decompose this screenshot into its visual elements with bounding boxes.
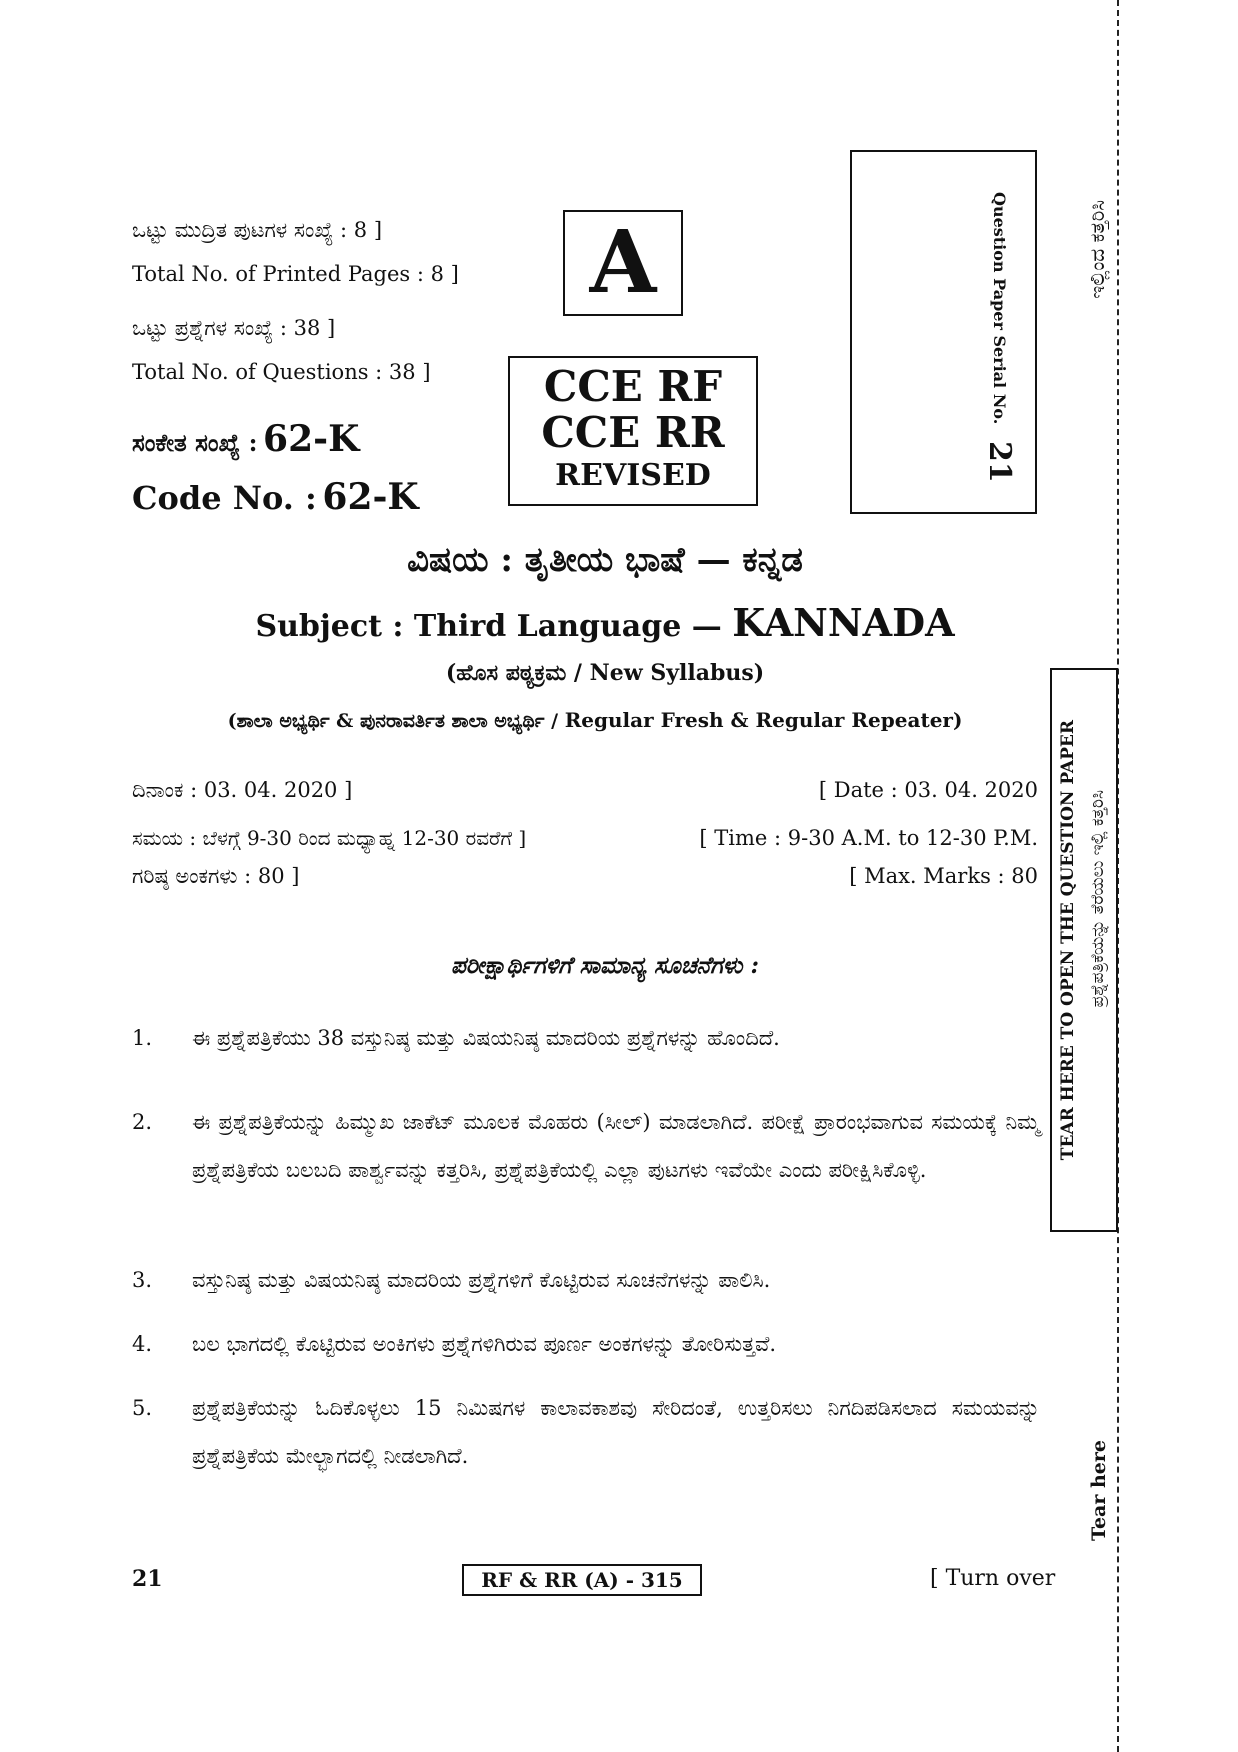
instruction-item	[132, 1320, 1040, 1368]
serial-box	[850, 150, 1037, 514]
total-questions-kn: ಒಟ್ಟು ಪ್ರಶ್ನೆಗಳ ಸಂಖ್ಯೆ : 38 ]	[132, 316, 336, 340]
code-kn	[132, 418, 359, 460]
marks-en: [ Max. Marks : 80	[849, 864, 1038, 888]
subject-en-main: KANNADA	[732, 600, 955, 645]
syllabus-en: New Syllabus)	[589, 660, 765, 686]
footer-page-number: 21	[132, 1566, 163, 1592]
date-kn: ದಿನಾಂಕ : 03. 04. 2020 ]	[132, 778, 353, 802]
tear-kn-top: ಇಲ್ಲಿಂದ ಕತ್ತರಿಸಿ	[1085, 200, 1109, 299]
tear-en-label: TEAR HERE TO OPEN THE QUESTION PAPER	[1058, 720, 1078, 1161]
serial-text	[982, 192, 1017, 483]
code-kn-value: 62-K	[263, 418, 360, 460]
scheme-line2: CCE RR	[541, 408, 725, 457]
candidates-en: Regular Fresh & Regular Repeater)	[564, 708, 963, 732]
code-en-label: Code No. :	[132, 479, 317, 517]
instruction-text: ಈ ಪ್ರಶ್ನೆಪತ್ರಿಕೆಯನ್ನು ಹಿಮ್ಮುಖ ಜಾಕೆಟ್ ಮೂಲಕ ಮೊಹರು (ಸೀಲ್) ಮಾಡಲಾಗಿದೆ. ಪರೀಕ್ಷೆ ಪ್ರಾರಂಭವಾಗುವ ಸಮಯಕ್ಕೆ ನಿಮ್ಮ ಪ್ರಶ್ನೆಪತ್ರಿಕೆಯ ಬಲಬದಿ ಪಾರ್ಶ್ವವನ್ನು ಕತ್ತರಿಸಿ, ಪ್ರಶ್ನೆಪತ್ರಿಕೆಯಲ್ಲಿ ಎಲ್ಲಾ ಪುಟಗಳು ಇವೆಯೇ ಎಂದು ಪರೀಕ್ಷಿಸಿಕೊಳ್ಳಿ.	[192, 1110, 1040, 1182]
footer-paper-code: RF & RR (A) - 315	[462, 1564, 702, 1596]
marks-kn: ಗರಿಷ್ಠ ಅಂಕಗಳು : 80 ]	[132, 864, 300, 888]
time-kn: ಸಮಯ : ಬೆಳಗ್ಗೆ 9-30 ರಿಂದ ಮಧ್ಯಾಹ್ನ 12-30 ರವರೆಗೆ ]	[132, 826, 527, 850]
instruction-num: 4.	[132, 1332, 153, 1356]
subject-en	[160, 600, 1050, 645]
candidates-line	[145, 708, 1045, 732]
instruction-num: 1.	[132, 1026, 153, 1050]
time-en: [ Time : 9-30 A.M. to 12-30 P.M.	[699, 826, 1038, 850]
code-en	[132, 476, 419, 518]
version-letter: A	[589, 212, 657, 313]
instruction-item	[132, 1014, 1040, 1062]
printed-pages-kn: ಒಟ್ಟು ಮುದ್ರಿತ ಪುಟಗಳ ಸಂಖ್ಯೆ : 8 ]	[132, 218, 383, 242]
scheme-line3: REVISED	[555, 458, 711, 493]
scheme-line1: CCE RF	[543, 362, 723, 411]
tear-here-label: Tear here	[1088, 1440, 1110, 1541]
instruction-text: ಬಲ ಭಾಗದಲ್ಲಿ ಕೊಟ್ಟಿರುವ ಅಂಕಿಗಳು ಪ್ರಶ್ನೆಗಳಿಗಿರುವ ಪೂರ್ಣ ಅಂಕಗಳನ್ನು ತೋರಿಸುತ್ತವೆ.	[192, 1332, 777, 1356]
instruction-num: 2.	[132, 1110, 153, 1134]
tear-kn-label: ಪ್ರಶ್ನೆಪತ್ರಿಕೆಯನ್ನು ತೆರೆಯಲು ಇಲ್ಲಿ ಕತ್ತರಿಸಿ	[1088, 790, 1108, 1008]
instruction-text: ಪ್ರಶ್ನೆಪತ್ರಿಕೆಯನ್ನು ಓದಿಕೊಳ್ಳಲು 15 ನಿಮಿಷಗಳ ಕಾಲಾವಕಾಶವು ಸೇರಿದಂತೆ, ಉತ್ತರಿಸಲು ನಿಗದಿಪಡಿಸಲಾದ ಸಮಯವನ್ನು ಪ್ರಶ್ನೆಪತ್ರಿಕೆಯ ಮೇಲ್ಭಾಗದಲ್ಲಿ ನೀಡಲಾಗಿದೆ.	[192, 1396, 1040, 1468]
tear-box	[1050, 668, 1118, 1232]
instruction-text: ವಸ್ತುನಿಷ್ಠ ಮತ್ತು ವಿಷಯನಿಷ್ಠ ಮಾದರಿಯ ಪ್ರಶ್ನೆಗಳಿಗೆ ಕೊಟ್ಟಿರುವ ಸೂಚನೆಗಳನ್ನು ಪಾಲಿಸಿ.	[192, 1268, 771, 1292]
printed-pages-en: Total No. of Printed Pages : 8 ]	[132, 262, 459, 286]
code-en-value: 62-K	[322, 476, 419, 518]
subject-en-prefix: Subject : Third Language —	[255, 609, 733, 644]
version-box	[563, 210, 683, 316]
syllabus-line	[160, 660, 1050, 686]
scheme-box	[508, 356, 758, 506]
instruction-num: 3.	[132, 1268, 153, 1292]
serial-label: Question Paper Serial No.	[990, 192, 1009, 425]
instruction-item	[132, 1256, 1040, 1304]
instruction-item	[132, 1098, 1040, 1194]
date-en: [ Date : 03. 04. 2020	[818, 778, 1038, 802]
subject-kn: ವಿಷಯ : ತೃತೀಯ ಭಾಷೆ — ಕನ್ನಡ	[407, 540, 803, 580]
syllabus-kn: (ಹೊಸ ಪಠ್ಯಕ್ರಮ /	[445, 660, 590, 686]
candidates-kn: (ಶಾಲಾ ಅಭ್ಯರ್ಥಿ & ಪುನರಾವರ್ತಿತ ಶಾಲಾ ಅಭ್ಯರ್ಥಿ /	[227, 710, 565, 732]
serial-value: 21	[982, 441, 1017, 484]
instructions-title: ಪರೀಕ್ಷಾರ್ಥಿಗಳಿಗೆ ಸಾಮಾನ್ಯ ಸೂಚನೆಗಳು :	[450, 952, 759, 979]
code-kn-label: ಸಂಕೇತ ಸಂಖ್ಯೆ :	[132, 428, 258, 457]
footer-turn-over: [ Turn over	[930, 1566, 1056, 1591]
total-questions-en: Total No. of Questions : 38 ]	[132, 360, 431, 384]
instruction-num: 5.	[132, 1396, 153, 1420]
instruction-text: ಈ ಪ್ರಶ್ನೆಪತ್ರಿಕೆಯು 38 ವಸ್ತುನಿಷ್ಠ ಮತ್ತು ವಿಷಯನಿಷ್ಠ ಮಾದರಿಯ ಪ್ರಶ್ನೆಗಳನ್ನು ಹೊಂದಿದೆ.	[192, 1026, 780, 1050]
instruction-item	[132, 1384, 1040, 1480]
